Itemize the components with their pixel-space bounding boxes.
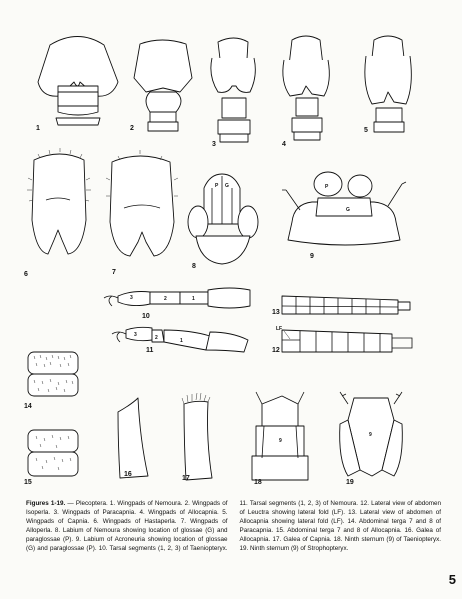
figure-number: 15 (24, 479, 32, 486)
figure-16-galea (118, 398, 148, 478)
figure-caption (26, 499, 441, 553)
figure-number: 14 (24, 403, 32, 410)
figure-2-wingpads (130, 40, 192, 132)
figure-number: 12 (272, 347, 280, 354)
caption-heading: Figures 1-19. (26, 500, 66, 507)
figure-4-wingpads (282, 36, 329, 148)
label-tarsal-segment-3: 3 (130, 295, 133, 301)
figure-number: 3 (212, 141, 216, 148)
figure-number: 10 (142, 313, 150, 320)
label-tarsal-segment-2: 2 (164, 296, 167, 302)
figure-number: 19 (346, 479, 354, 486)
figure-number: 8 (192, 263, 196, 270)
label-glossae: G (225, 183, 229, 189)
figure-number: 16 (124, 471, 132, 478)
figure-3-wingpads (211, 38, 255, 148)
figure-12-abdomen (272, 326, 412, 354)
figure-number: 17 (182, 475, 190, 482)
caption-text: — Plecoptera. 1. Wingpads of Nemoura. 2. Wingpads of Isoperla. 3. Wingpads of Paracapnia. 4. Wingpads of Allocapnia. 5. Wingpads of Capnia. 6. Wingpads of Hastaperla. 7. Wingpads of Alloperla. 8. Labium of Nemoura showing location of glossae (G) and paraglossae (P). 9. Labium of Acroneuria showing location of glossae (G) and paraglossae (P). 10. Tarsal segments (1, 2, 3) of Taeniopteryx. 11. Tarsal segments (1, 2, 3) of Nemoura. 12. Lateral view of abdomen of Leuctra showing lateral fold (LF). 13. Lateral view of abdomen of Allocapnia showing lateral fold (LF). 14. Abdominal terga 7 and 8 of Paracapnia. 15. Abdominal terga 7 and 8 of Allocapnia. 16. Galea of Allocapnia. 17. Galea of Capnia. 18. Ninth sternum (9) of Taeniopteryx. 19. Ninth sternum (9) of Strophopteryx. (26, 500, 441, 552)
figure-5-wingpads (364, 36, 411, 134)
figure-6-wingpads (24, 148, 91, 278)
figure-1-wingpads (36, 37, 118, 133)
figure-14-terga (24, 352, 78, 410)
figure-number: 5 (364, 127, 368, 134)
label-lateral-fold: LF (276, 326, 283, 332)
page-number: 5 (448, 572, 456, 587)
label-tarsal-segment-3: 3 (134, 332, 137, 338)
figure-number: 18 (254, 479, 262, 486)
figure-17-galea (182, 393, 212, 482)
figure-number: 4 (282, 141, 286, 148)
label-tarsal-segment-1: 1 (180, 338, 183, 344)
figure-number: 9 (310, 253, 314, 260)
label-paraglossae: P (325, 184, 329, 190)
figure-8-labium (188, 174, 258, 270)
figure-number: 13 (272, 309, 280, 316)
figure-number: 11 (146, 347, 154, 354)
figure-13-abdomen (272, 296, 410, 316)
figure-19-sternum (340, 392, 403, 486)
figure-number: 1 (36, 125, 40, 132)
figure-10-tarsus (104, 288, 250, 320)
label-tarsal-segment-1: 1 (192, 296, 195, 302)
figure-number: 6 (24, 271, 28, 278)
label-ninth-sternum: 9 (369, 432, 372, 438)
figure-9-labium (282, 172, 406, 260)
figure-18-sternum (252, 392, 308, 486)
label-tarsal-segment-2: 2 (155, 335, 158, 341)
label-ninth-sternum: 9 (279, 438, 282, 444)
figure-number: 7 (112, 269, 116, 276)
figure-15-terga (24, 430, 78, 486)
label-paraglossae: P (215, 183, 219, 189)
figure-11-tarsus (112, 327, 248, 354)
label-glossae: G (346, 207, 350, 213)
figure-number: 2 (130, 125, 134, 132)
figure-7-wingpads (106, 150, 178, 276)
